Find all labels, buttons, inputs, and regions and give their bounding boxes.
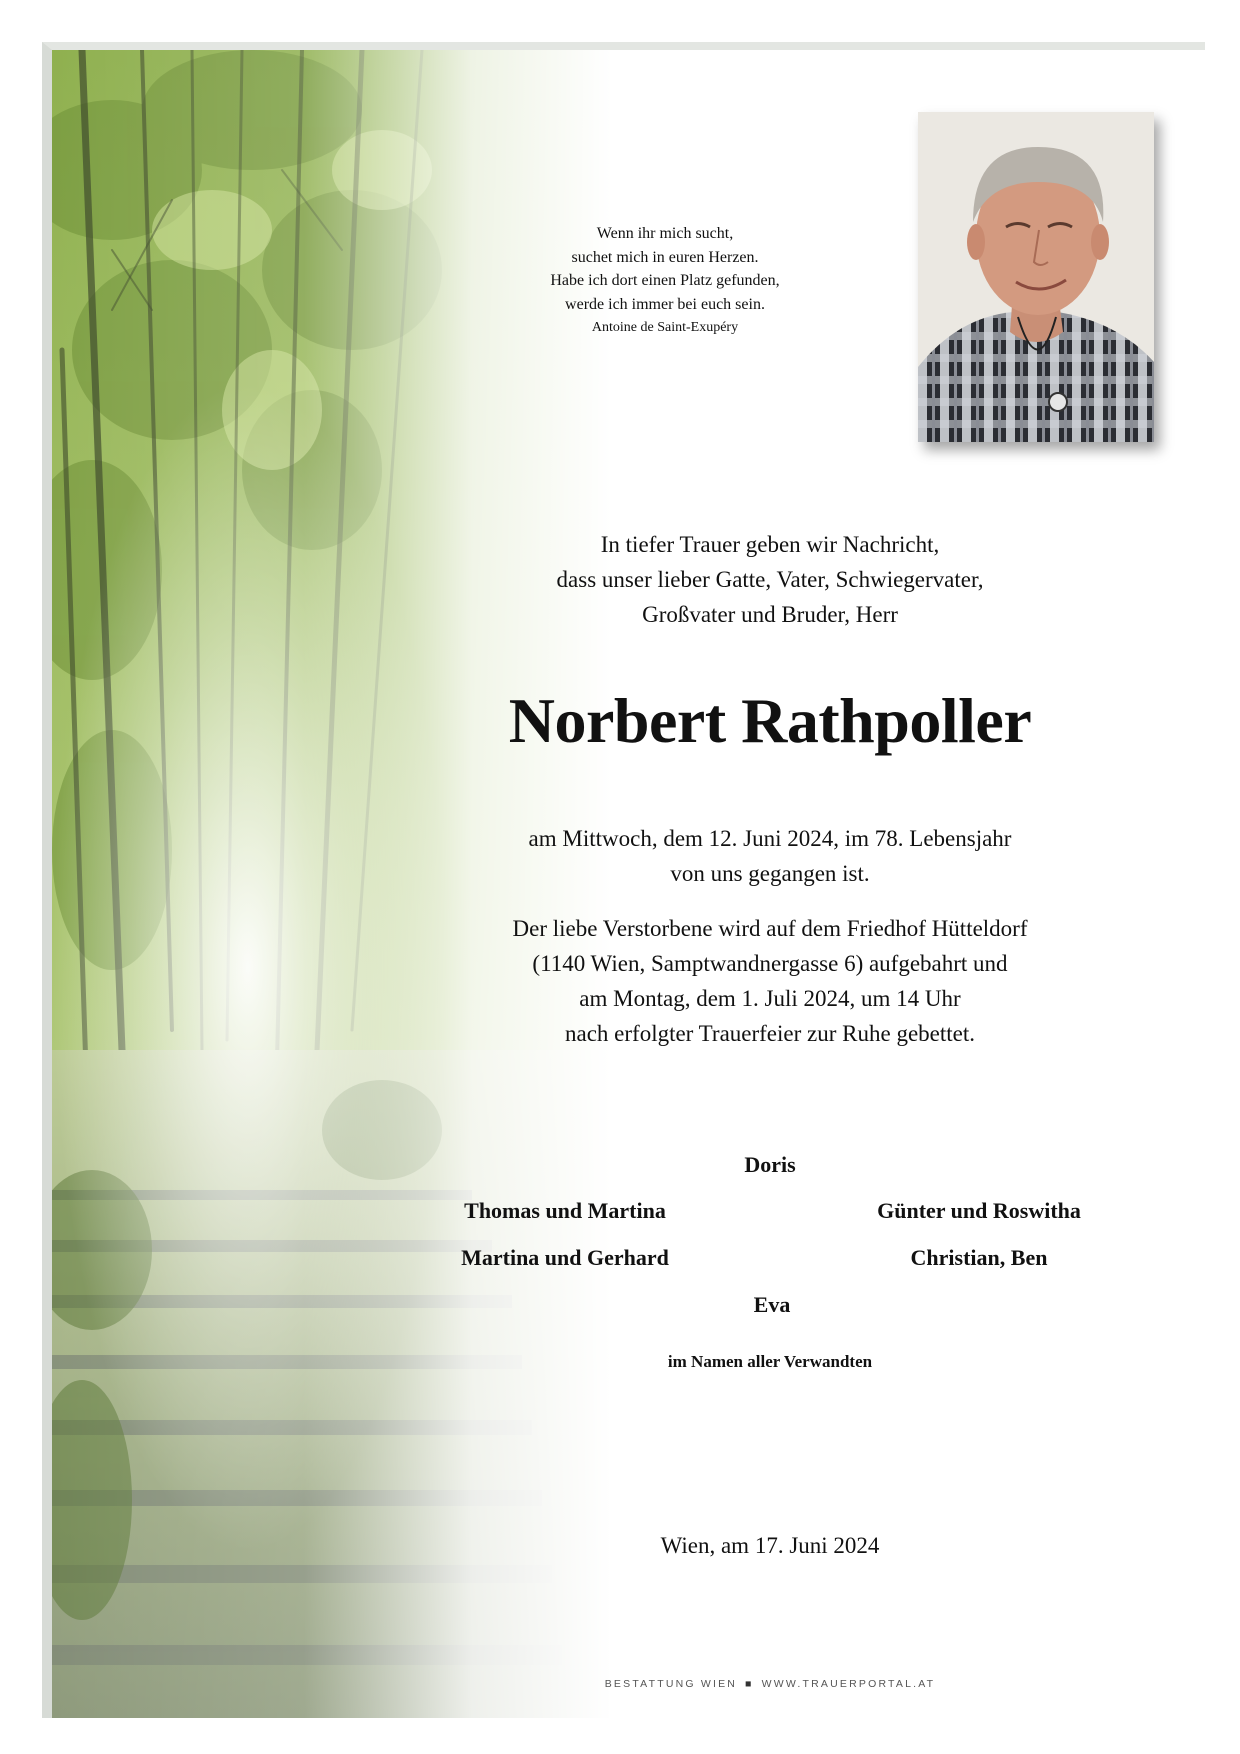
death-text	[450, 821, 1090, 891]
mourner-bottom: Eva	[753, 1292, 791, 1317]
burial-text	[440, 911, 1100, 1051]
quote-block	[480, 222, 850, 340]
separator-dot-icon: ■	[745, 1678, 754, 1690]
intro-line: dass unser lieber Gatte, Vater, Schwiegervater,	[556, 567, 984, 592]
mourner-right: Günter und Roswitha	[877, 1198, 1081, 1223]
quote-line: werde ich immer bei euch sein.	[565, 295, 765, 313]
death-line: von uns gegangen ist.	[670, 861, 870, 886]
quote-line: Habe ich dort einen Platz gefunden,	[550, 272, 780, 289]
relatives-note: im Namen aller Verwandten	[667, 1352, 873, 1371]
intro-line: In tiefer Trauer geben wir Nachricht,	[600, 532, 940, 557]
quote-author: Antoine de Saint-Exupéry	[591, 320, 739, 335]
mourner-spouse: Doris	[744, 1152, 796, 1177]
quote-line: Wenn ihr mich sucht,	[596, 225, 734, 242]
place-date: Wien, am 17. Juni 2024	[660, 1533, 880, 1558]
intro-text	[470, 527, 1070, 632]
portrait-photo	[918, 112, 1154, 442]
mourner-right: Christian, Ben	[910, 1245, 1048, 1270]
quote-line: suchet mich in euren Herzen.	[571, 248, 759, 266]
footer-brand: BESTATTUNG WIEN	[604, 1678, 738, 1690]
burial-line: Der liebe Verstorbene wird auf dem Friedhof Hütteldorf	[512, 916, 1028, 941]
deceased-name: Norbert Rathpoller	[508, 685, 1032, 756]
burial-line: (1140 Wien, Samptwandnergasse 6) aufgebahrt und	[532, 951, 1008, 976]
burial-line: nach erfolgter Trauerfeier zur Ruhe gebettet.	[565, 1021, 975, 1046]
mourner-left: Martina und Gerhard	[461, 1245, 669, 1270]
mourner-left: Thomas und Martina	[464, 1198, 666, 1223]
burial-line: am Montag, dem 1. Juli 2024, um 14 Uhr	[579, 986, 961, 1011]
footer	[605, 1678, 936, 1690]
intro-line: Großvater und Bruder, Herr	[642, 602, 898, 627]
death-line: am Mittwoch, dem 12. Juni 2024, im 78. Lebensjahr	[528, 826, 1012, 851]
footer-url[interactable]: WWW.TRAUERPORTAL.AT	[761, 1678, 936, 1690]
